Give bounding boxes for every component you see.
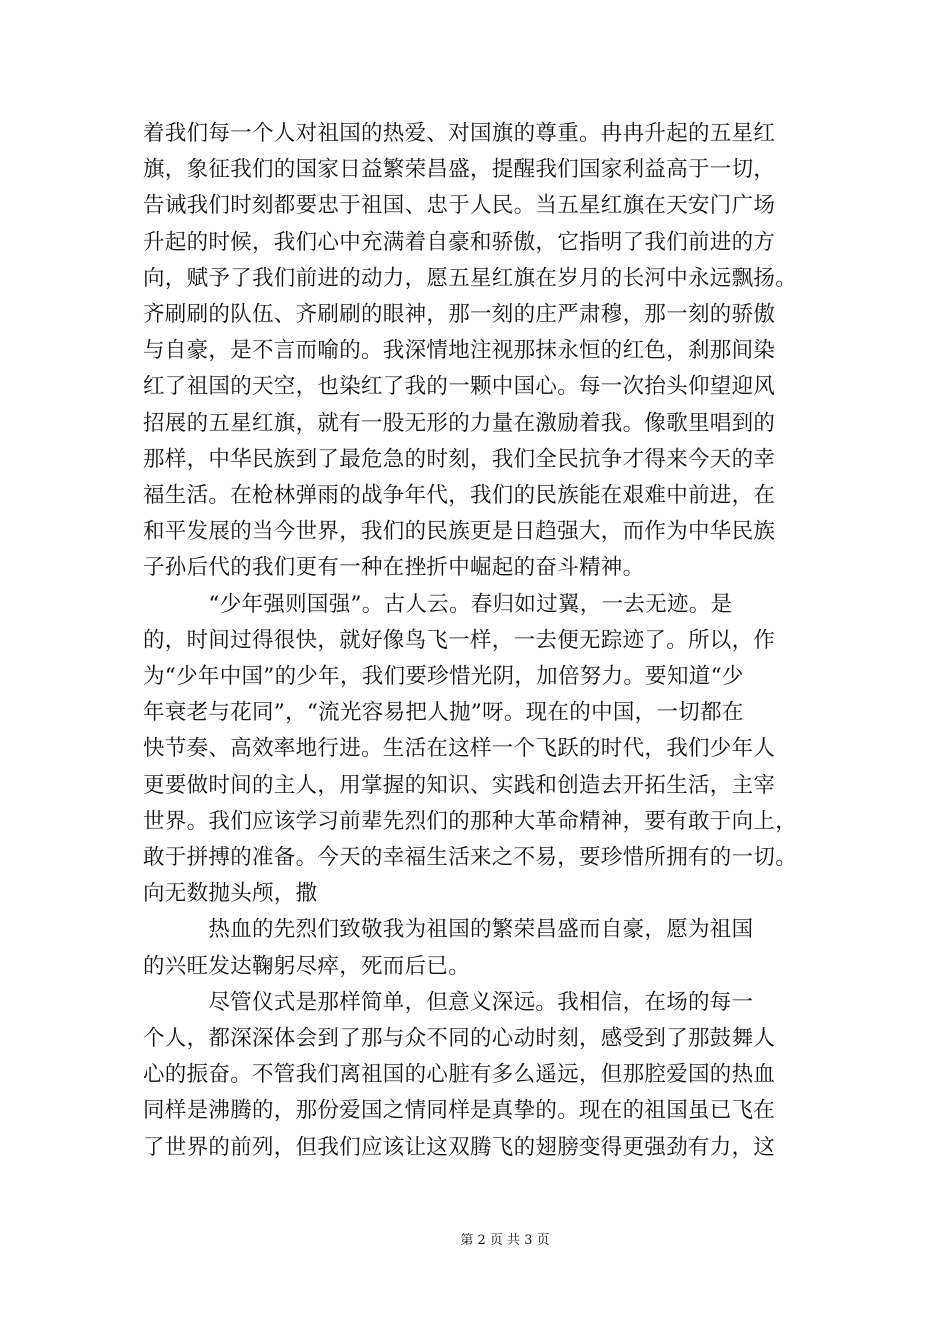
text-line: 旗，象征我们的国家日益繁荣昌盛，提醒我们国家利益高于一切， (143, 157, 776, 183)
text-line: 为“少年中国”的少年，我们要珍惜光阴，加倍努力。要知道“少 (143, 664, 744, 689)
text-line: 个人，都深深体会到了那与众不同的心动时刻，感受到了那鼓舞人 (143, 1026, 776, 1051)
text-line: 子孙后代的我们更有一种在挫折中崛起的奋斗精神。 (143, 555, 645, 581)
text-line: 升起的时候，我们心中充满着自豪和骄傲，它指明了我们前进的方 (143, 229, 776, 255)
page-footer: 第 2 页 共 3 页 (460, 1233, 550, 1248)
text-line: 同样是沸腾的，那份爱国之情同样是真挚的。现在的祖国虽已飞在 (143, 1098, 776, 1124)
text-line: 敢于拼搏的准备。今天的幸福生活来之不易，要珍惜所拥有的一切。 (143, 845, 798, 870)
text-line: 和平发展的当今世界，我们的民族更是日趋强大，而作为中华民族 (143, 519, 776, 545)
text-line: 世界。我们应该学习前辈先烈们的那种大革命精神，要有敢于向上， (143, 808, 798, 834)
text-line: 年衰老与花同”，“流光容易把人抛”呀。现在的中国，一切都在 (143, 700, 744, 726)
text-line: 着我们每一个人对祖国的热爱、对国旗的尊重。冉冉升起的五星红 (143, 121, 776, 146)
text-line: 与自豪，是不言而喻的。我深情地注视那抹永恒的红色，刹那间染 (143, 338, 776, 364)
text-line: “少年强则国强”。古人云。春归如过翼，一去无迹。是 (143, 591, 733, 617)
text-line: 心的振奋。不管我们离祖国的心脏有多么遥远，但那腔爱国的热血 (143, 1062, 776, 1088)
text-line: 了世界的前列，但我们应该让这双腾飞的翅膀变得更强劲有力，这 (143, 1134, 776, 1160)
text-line: 的，时间过得很快，就好像鸟飞一样，一去便无踪迹了。所以，作 (143, 627, 776, 653)
text-line: 齐刷刷的队伍、齐刷刷的眼神，那一刻的庄严肃穆，那一刻的骄傲 (143, 302, 776, 327)
text-line: 快节奏、高效率地行进。生活在这样一个飞跃的时代，我们少年人 (143, 736, 776, 762)
text-line: 尽管仪式是那样简单，但意义深远。我相信，在场的每一 (143, 989, 754, 1015)
text-line: 红了祖国的天空，也染红了我的一颗中国心。每一次抬头仰望迎风 (143, 374, 776, 400)
text-line: 那样，中华民族到了最危急的时刻，我们全民抗争才得来今天的幸 (143, 446, 776, 472)
text-line: 向，赋予了我们前进的动力，愿五星红旗在岁月的长河中永远飘扬。 (143, 265, 798, 291)
text-line: 福生活。在枪林弹雨的战争年代，我们的民族能在艰难中前进，在 (143, 483, 776, 508)
text-line: 的兴旺发达鞠躬尽瘁，死而后已。 (143, 953, 471, 979)
text-line: 更要做时间的主人，用掌握的知识、实践和创造去开拓生活，主宰 (143, 772, 776, 798)
text-line: 招展的五星红旗，就有一股无形的力量在激励着我。像歌里唱到的 (143, 410, 776, 436)
text-line: 热血的先烈们致敬我为祖国的繁荣昌盛而自豪，愿为祖国 (143, 917, 754, 943)
text-line: 向无数抛头颅，撒 (143, 881, 318, 907)
text-line: 告诫我们时刻都要忠于祖国、忠于人民。当五星红旗在天安门广场 (143, 193, 776, 219)
